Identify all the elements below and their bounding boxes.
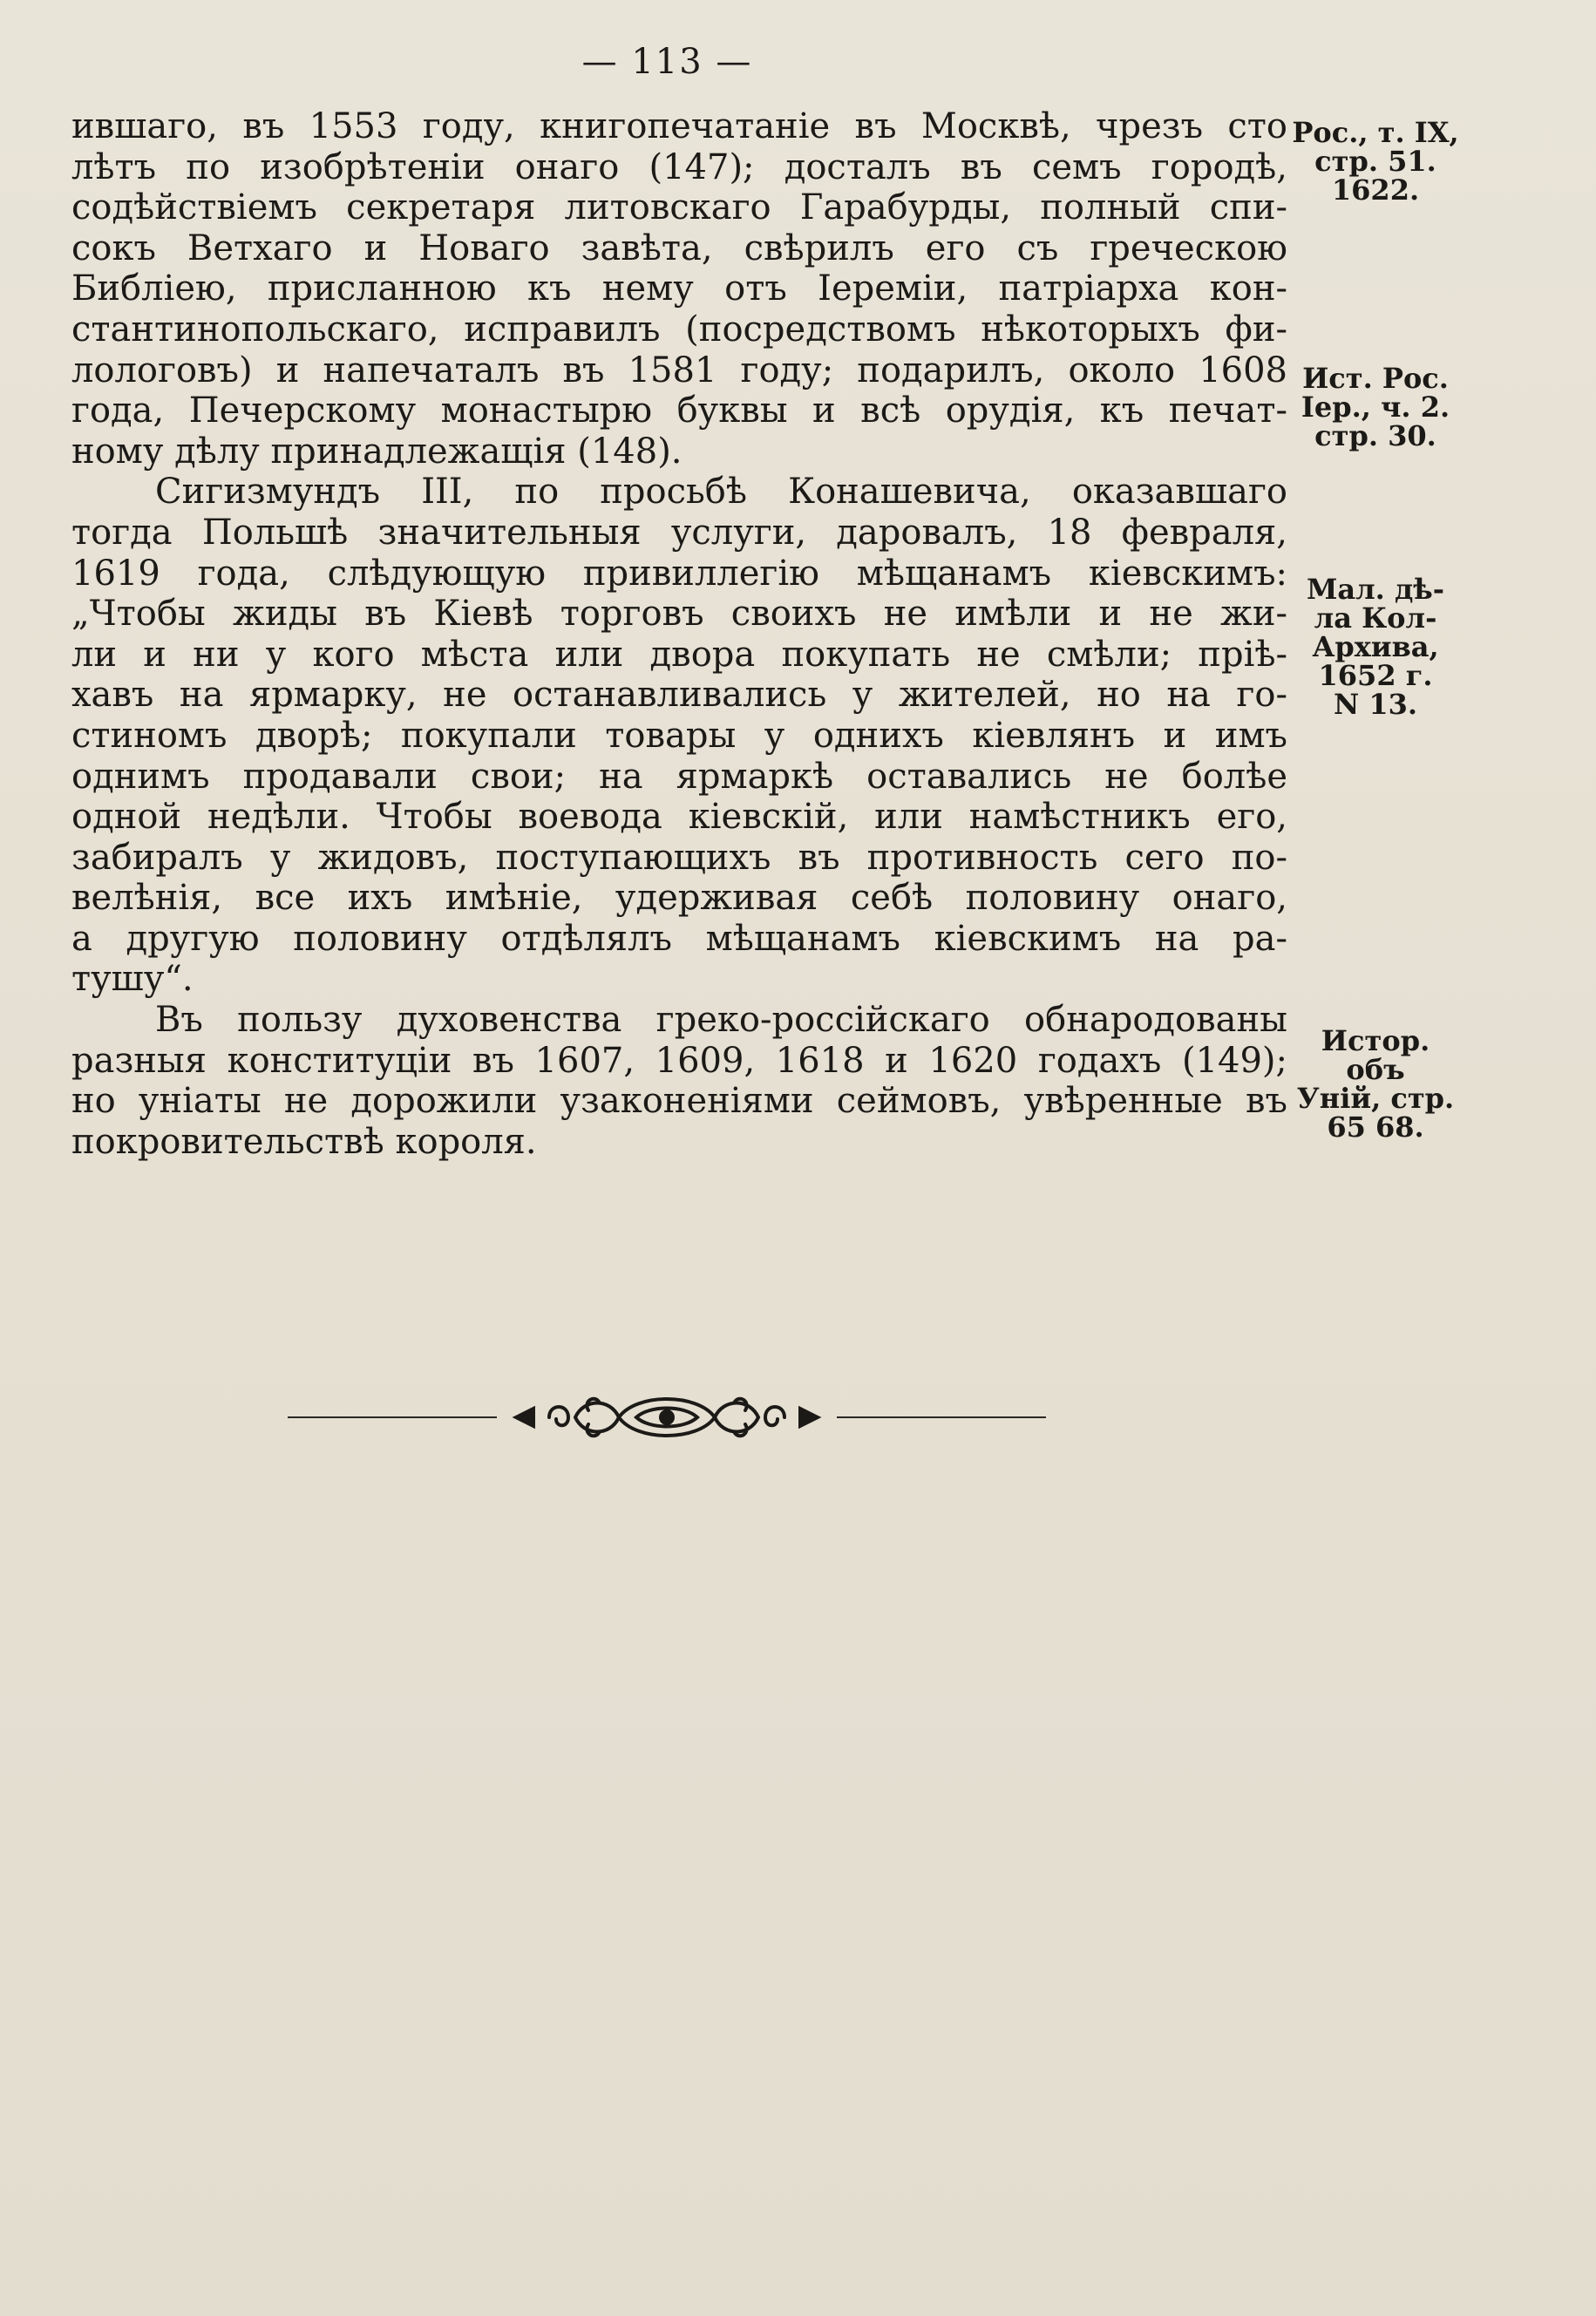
text-line: разныя конституціи въ 1607, 1609, 1618 и 1620 годахъ (149);: [71, 1040, 1287, 1081]
text-line: лологовъ) и напечаталъ въ 1581 году; подарилъ, около 1608: [71, 350, 1287, 391]
main-text: [71, 106, 1287, 1162]
margin-note-line: Уній, стр.: [1296, 1082, 1455, 1115]
margin-note-line: Истор.: [1321, 1024, 1430, 1057]
text-line: хавъ на ярмарку, не останавливались у жителей, но на го-: [71, 675, 1287, 716]
paragraph-1: [71, 106, 1287, 472]
margin-note-4: [1288, 1024, 1463, 1144]
margin-note-line: 1622.: [1331, 173, 1420, 207]
text-line: одной недѣли. Чтобы воевода кіевскій, или намѣстникъ его,: [71, 797, 1287, 838]
margin-note-line: ла Кол-: [1314, 601, 1437, 635]
text-line: лѣтъ по изобрѣтеніи онаго (147); досталъ въ семъ городѣ,: [71, 146, 1287, 187]
margin-note-3: [1288, 575, 1463, 719]
margin-note-line: 1652 г.: [1318, 659, 1433, 692]
text-line: покровительствѣ короля.: [71, 1121, 537, 1162]
margin-note-line: Рос., т. IX,: [1292, 116, 1459, 149]
text-line: тушу“.: [71, 959, 194, 1000]
text-line: стиномъ дворѣ; покупали товары у однихъ кіевлянъ и имъ: [71, 715, 1287, 756]
text-line: ившаго, въ 1553 году, книгопечатаніе въ Москвѣ, чрезъ сто: [71, 106, 1287, 146]
text-line: тогда Польшѣ значительныя услуги, даровалъ, 18 февраля,: [71, 512, 1287, 553]
margin-note-line: Мал. дѣ-: [1306, 573, 1445, 606]
text-line: 1619 года, слѣдующую привиллегію мѣщанамъ кіевскимъ:: [71, 553, 1287, 594]
text-line: „Чтобы жиды въ Кіевѣ торговъ своихъ не имѣли и не жи-: [71, 594, 1287, 635]
margin-note-line: Іер., ч. 2.: [1301, 391, 1450, 424]
margin-note-2: [1288, 364, 1463, 451]
text-line: забиралъ у жидовъ, поступающихъ въ противность сего по-: [71, 837, 1287, 878]
margin-note-line: объ: [1346, 1053, 1405, 1086]
margin-note-line: стр. 30.: [1314, 419, 1436, 452]
margin-note-1: [1288, 116, 1463, 207]
margin-note-line: Архива,: [1312, 630, 1439, 663]
text-line: велѣнія, все ихъ имѣніе, удерживая себѣ половину онаго,: [71, 878, 1287, 919]
page-number: — 113 —: [581, 42, 753, 82]
text-line: ли и ни у кого мѣста или двора покупать не смѣли; пріѣ-: [71, 634, 1287, 675]
text-line: стантинопольскаго, исправилъ (посредствомъ нѣкоторыхъ фи-: [71, 309, 1287, 350]
text-line: однимъ продавали свои; на ярмаркѣ оставались не болѣе: [71, 756, 1287, 797]
paragraph-3: [71, 1000, 1287, 1162]
margin-note-line: Ист. Рос.: [1302, 362, 1449, 395]
text-line: Сигизмундъ III, по просьбѣ Конашевича, оказавшаго: [155, 472, 1287, 513]
text-line: Библіею, присланною къ нему отъ Іереміи, патріарха кон-: [71, 268, 1287, 309]
text-line: Въ пользу духовенства греко-россійскаго обнародованы: [155, 1000, 1287, 1041]
margin-note-line: стр. 51.: [1314, 145, 1436, 178]
paragraph-2: [71, 472, 1287, 1000]
end-ornament-icon: [288, 1384, 1046, 1445]
text-line: ному дѣлу принадлежащія (148).: [71, 431, 683, 472]
text-line: но уніаты не дорожили узаконеніями сеймовъ, увѣренные въ: [71, 1081, 1287, 1122]
margin-note-line: 65 68.: [1327, 1110, 1424, 1144]
text-line: года, Печерскому монастырю буквы и всѣ орудія, къ печат-: [71, 391, 1287, 431]
margin-note-line: N 13.: [1333, 688, 1418, 721]
text-line: сокъ Ветхаго и Новаго завѣта, свѣрилъ его съ греческою: [71, 228, 1287, 268]
text-line: содѣйствіемъ секретаря литовскаго Гарабурды, полный спи-: [71, 187, 1287, 228]
text-line: а другую половину отдѣлялъ мѣщанамъ кіевскимъ на ра-: [71, 918, 1287, 959]
